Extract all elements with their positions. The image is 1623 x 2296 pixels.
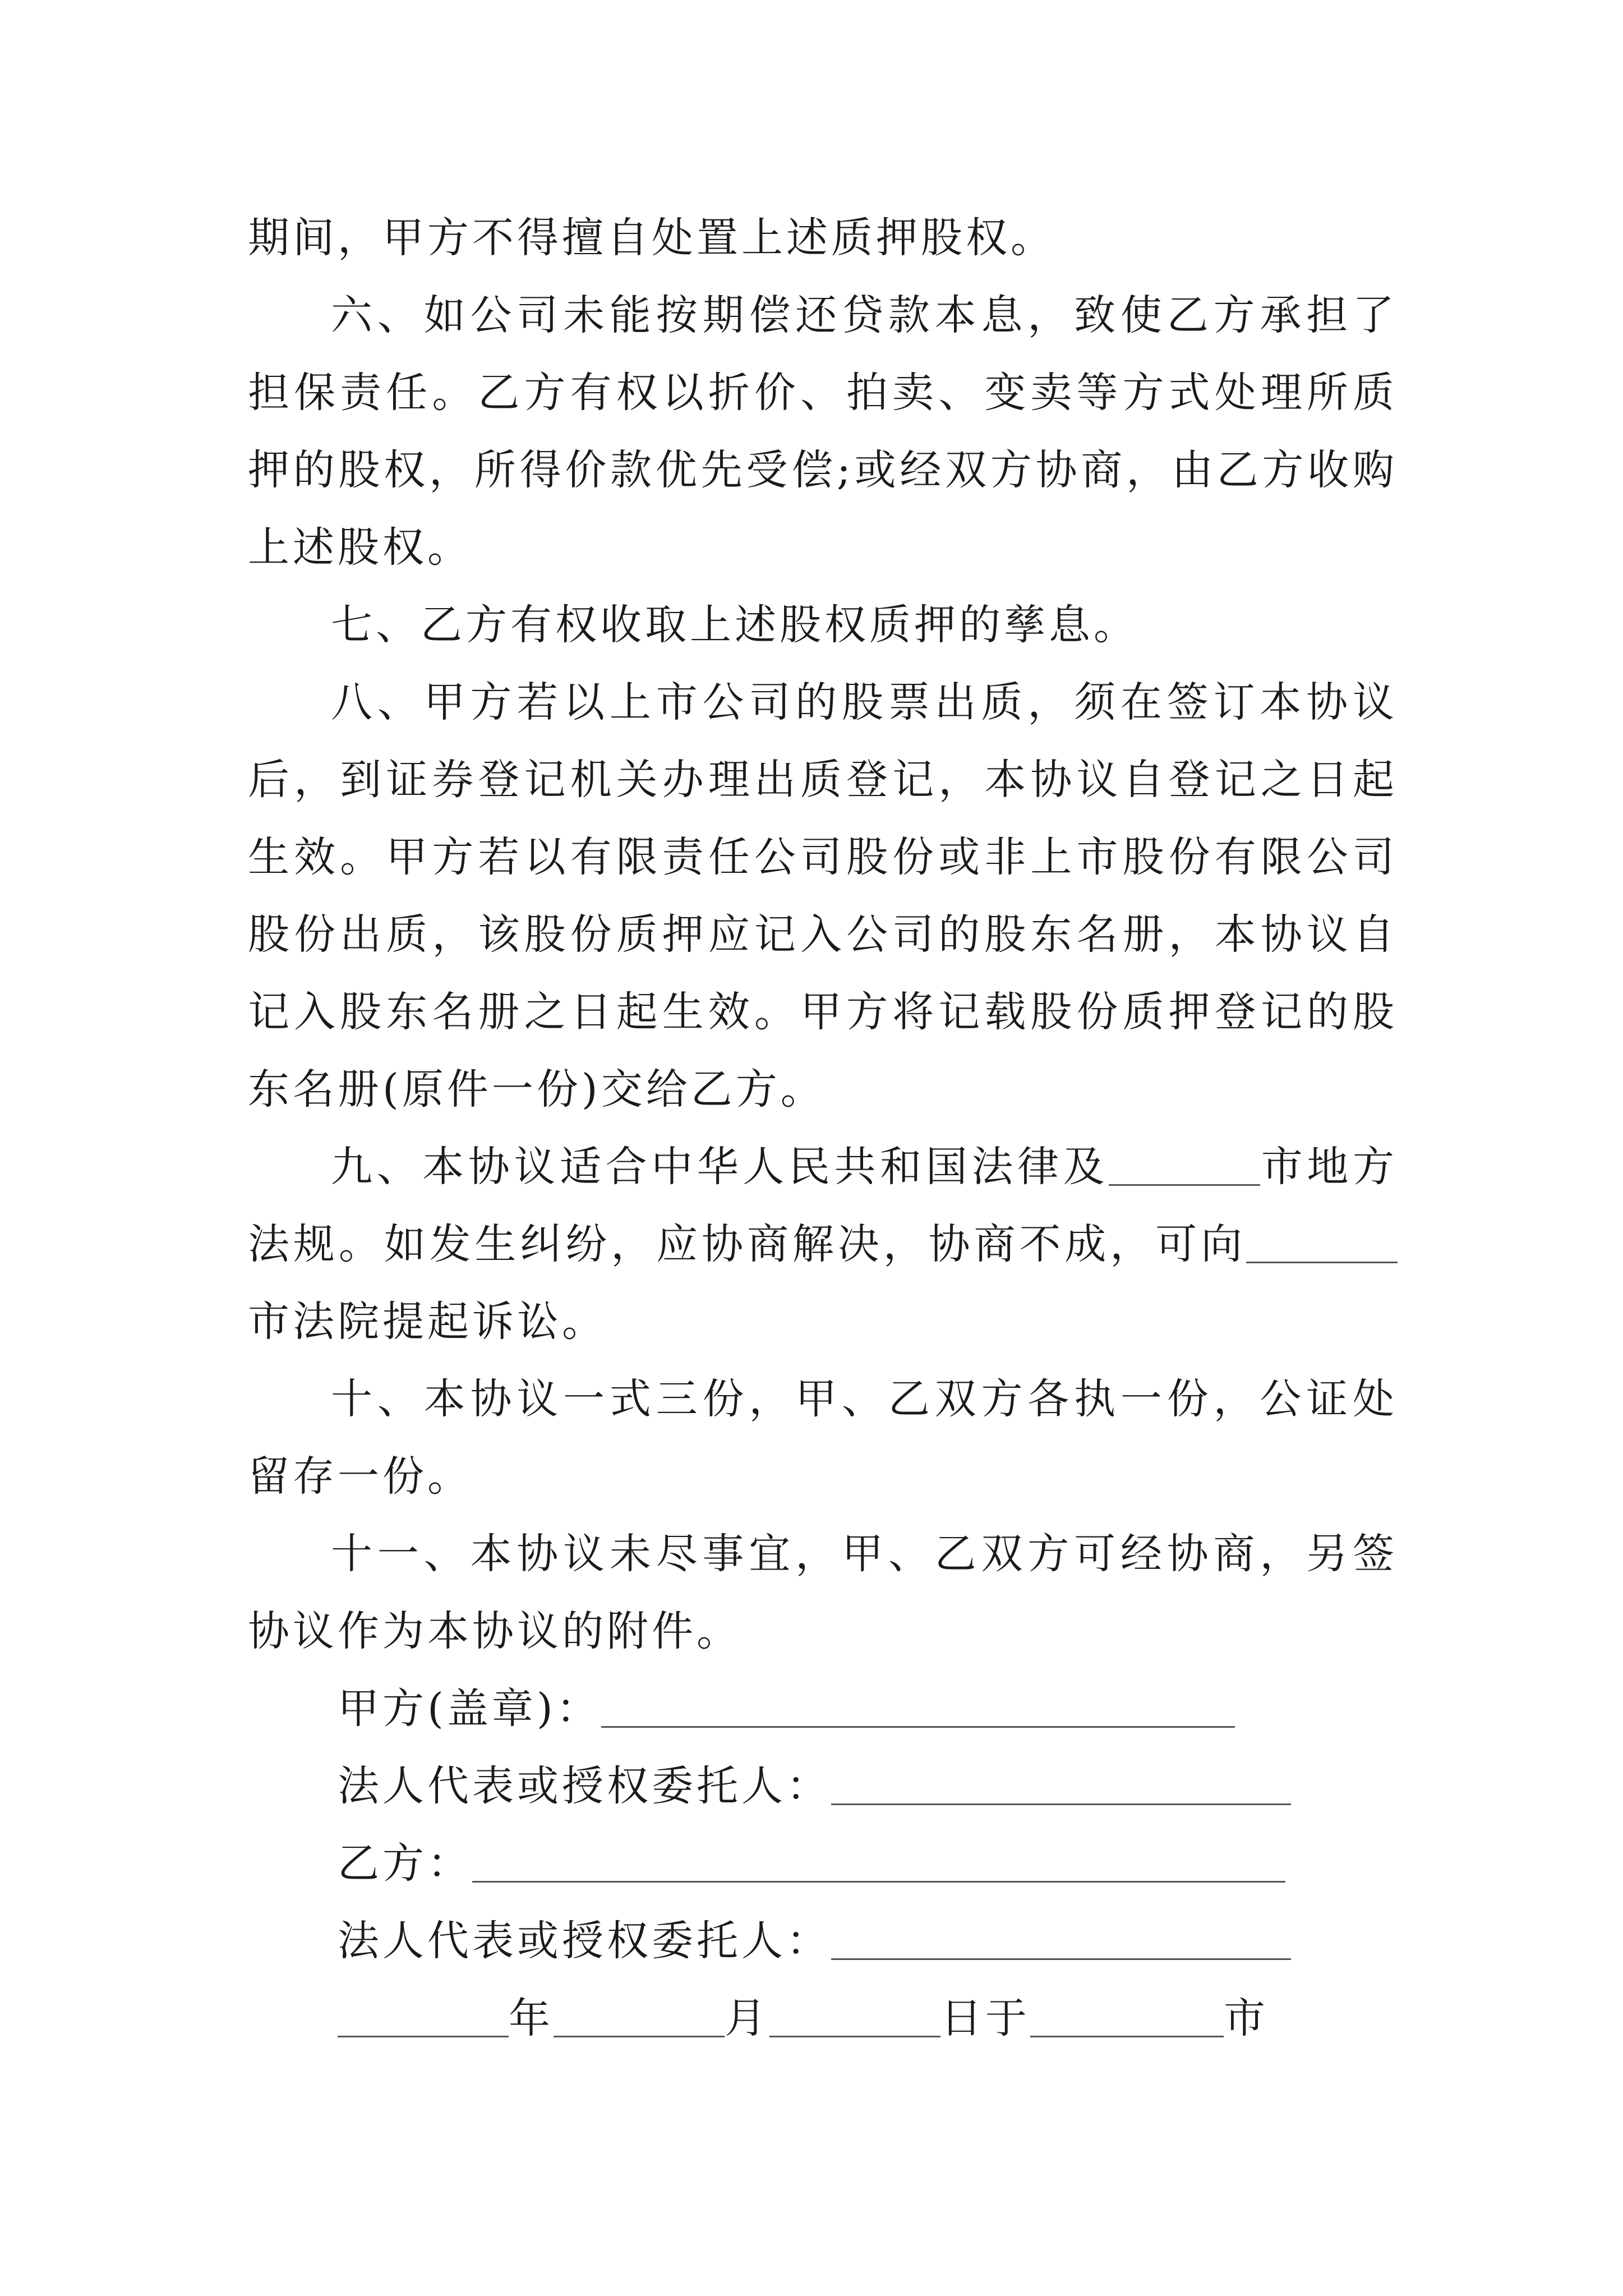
year-blank[interactable] [338, 1996, 509, 2037]
document-body [248, 199, 1398, 2057]
party-a-blank[interactable] [601, 1687, 1235, 1728]
clause-9 [248, 1128, 1398, 1360]
year-label: 年 [509, 1994, 554, 2042]
date-place-line [248, 1980, 1398, 2057]
city-blank-1[interactable] [1109, 1145, 1260, 1186]
rep-a-label: 法人代表或授权委托人： [338, 1762, 831, 1810]
party-b-representative [248, 1902, 1398, 1980]
party-b-label: 乙方： [338, 1839, 472, 1888]
clause-9-text-c: 市法院提起诉讼。 [248, 1297, 607, 1346]
rep-b-blank[interactable] [831, 1919, 1291, 1960]
clause-10: 十、本协议一式三份，甲、乙双方各执一份，公证处留存一份。 [248, 1375, 1398, 1501]
clause-11: 十一、本协议未尽事宜，甲、乙双方可经协商，另签协议作为本协议的附件。 [248, 1530, 1398, 1655]
paragraph-continuation: 期间，甲方不得擅自处置上述质押股权。 [248, 214, 1055, 262]
clause-6: 六、如公司未能按期偿还贷款本息，致使乙方承担了担保责任。乙方有权以折价、拍卖、变卖等方式处理所质押的股权，所得价款优先受偿;或经双方协商，由乙方收购上述股权。 [248, 291, 1398, 572]
month-label: 月 [725, 1994, 769, 2042]
city-blank-3[interactable] [1030, 1996, 1224, 2037]
party-a-label: 甲方(盖章)： [338, 1685, 601, 1733]
city-label: 市 [1224, 1994, 1269, 2042]
party-b-signature [248, 1825, 1398, 1902]
day-blank[interactable] [769, 1996, 940, 2037]
clause-9-text-b: 市地方法规。如发生纠纷，应协商解决，协商不成，可向 [248, 1143, 1398, 1268]
clause-9-text-a: 九、本协议适合中华人民共和国法律及 [331, 1143, 1109, 1191]
month-blank[interactable] [554, 1996, 725, 2037]
party-b-blank[interactable] [472, 1842, 1285, 1883]
rep-a-blank[interactable] [831, 1764, 1291, 1805]
rep-b-label: 法人代表或授权委托人： [338, 1917, 831, 1965]
party-a-representative [248, 1747, 1398, 1825]
clause-8: 八、甲方若以上市公司的股票出质，须在签订本协议后，到证券登记机关办理出质登记，本协议自登记之日起生效。甲方若以有限责任公司股份或非上市股份有限公司股份出质，该股份质押应记入公司的股东名册，本协议自记入股东名册之日起生效。甲方将记载股份质押登记的股东名册(原件一份)交给乙方。 [248, 678, 1398, 1114]
city-blank-2[interactable] [1246, 1222, 1398, 1263]
party-a-signature [248, 1670, 1398, 1747]
day-at-label: 日于 [940, 1994, 1030, 2042]
clause-7: 七、乙方有权收取上述股权质押的孳息。 [331, 601, 1138, 649]
